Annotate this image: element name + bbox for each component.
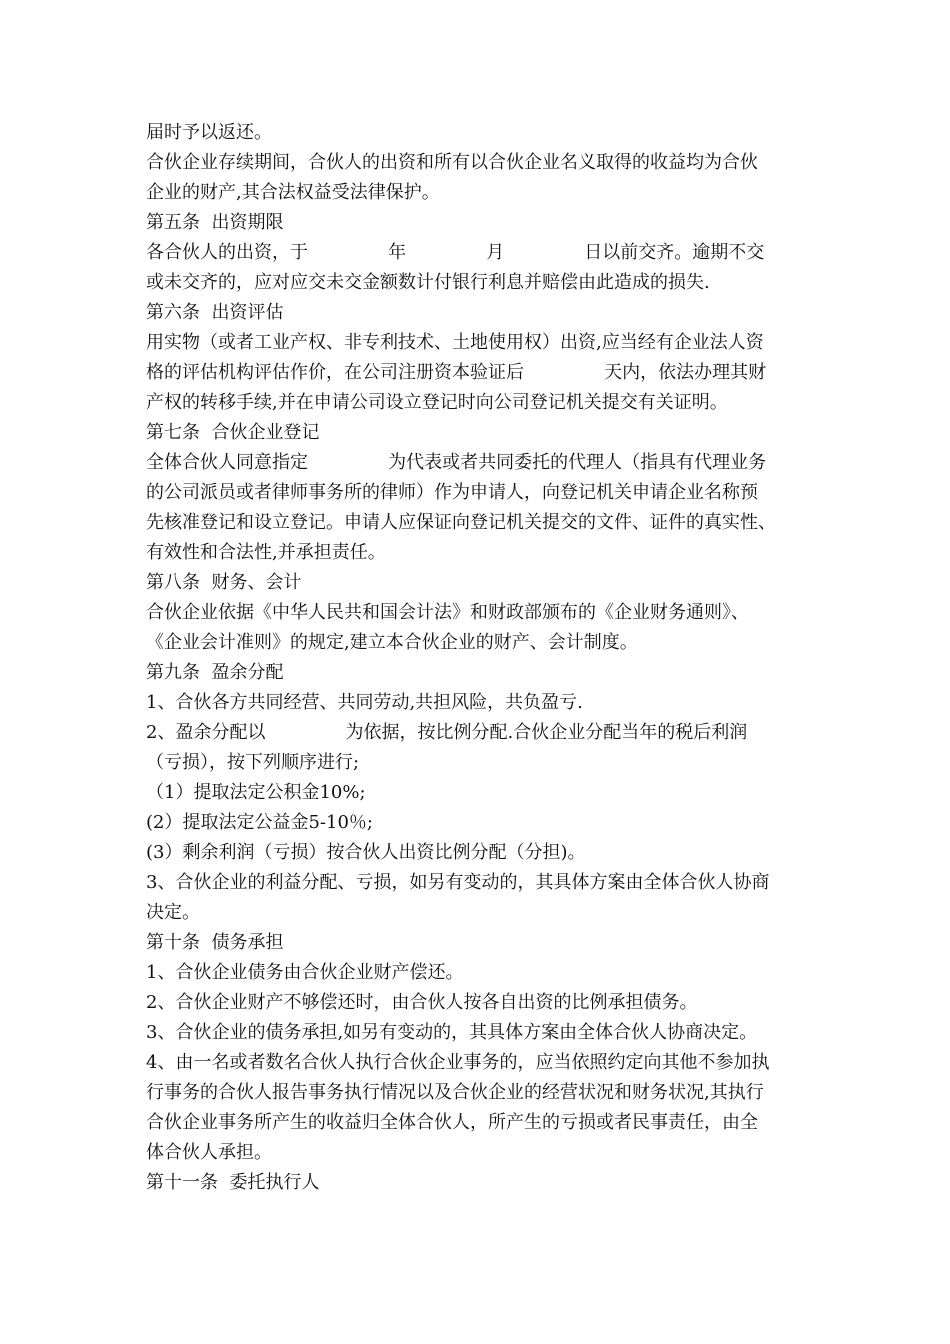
section-heading: 第九条 盈余分配 bbox=[146, 662, 284, 683]
text-line: （亏损），按下列顺序进行; bbox=[146, 752, 360, 773]
text-line: 体合伙人承担。 bbox=[146, 1142, 272, 1163]
section-heading: 第十条 债务承担 bbox=[146, 932, 284, 953]
text-line: 1、合伙各方共同经营、共同劳动,共担风险，共负盈亏. bbox=[146, 692, 583, 713]
text-line: 各合伙人的出资，于 年 月 日以前交齐。逾期不交 bbox=[146, 242, 765, 263]
text-line: 4、由一名或者数名合伙人执行合伙企业事务的，应当依照约定向其他不参加执 bbox=[146, 1052, 770, 1073]
section-heading: 第六条 出资评估 bbox=[146, 302, 284, 323]
text-line: 用实物（或者工业产权、非专利技术、土地使用权）出资,应当经有企业法人资 bbox=[146, 332, 764, 353]
text-line: 合伙企业事务所产生的收益归全体合伙人，所产生的亏损或者民事责任，由全 bbox=[146, 1112, 758, 1133]
section-heading: 第五条 出资期限 bbox=[146, 212, 284, 233]
text-line: 的公司派员或者律师事务所的律师）作为申请人，向登记机关申请企业名称预 bbox=[146, 482, 758, 503]
text-line: 《企业会计准则》的规定,建立本合伙企业的财产、会计制度。 bbox=[146, 632, 638, 653]
text-line: 3、合伙企业的债务承担,如另有变动的，其具体方案由全体合伙人协商决定。 bbox=[146, 1022, 758, 1043]
text-line: 或未交齐的，应对应交未交金额数计付银行利息并赔偿由此造成的损失. bbox=[146, 272, 710, 293]
text-line: (2）提取法定公益金5-10％; bbox=[146, 812, 373, 833]
text-line: 合伙企业依据《中华人民共和国会计法》和财政部颁布的《企业财务通则》、 bbox=[146, 602, 749, 623]
text-line: 3、合伙企业的利益分配、亏损，如另有变动的，其具体方案由全体合伙人协商 bbox=[146, 872, 770, 893]
section-heading: 第八条 财务、会计 bbox=[146, 572, 302, 593]
document-body bbox=[146, 118, 816, 1198]
text-line: 行事务的合伙人报告事务执行情况以及合伙企业的经营状况和财务状况,其执行 bbox=[146, 1082, 764, 1103]
text-line: 合伙企业存续期间，合伙人的出资和所有以合伙企业名义取得的收益均为合伙 bbox=[146, 152, 758, 173]
text-line: 产权的转移手续,并在申请公司设立登记时向公司登记机关提交有关证明。 bbox=[146, 392, 728, 413]
text-line: 全体合伙人同意指定 为代表或者共同委托的代理人（指具有代理业务 bbox=[146, 452, 767, 473]
text-line: （1）提取法定公积金10%; bbox=[146, 782, 366, 803]
text-line: 1、合伙企业债务由合伙企业财产偿还。 bbox=[146, 962, 464, 983]
text-line: 有效性和合法性,并承担责任。 bbox=[146, 542, 386, 563]
text-line: 格的评估机构评估作价，在公司注册资本验证后 天内，依法办理其财 bbox=[146, 362, 767, 383]
text-line: 届时予以返还。 bbox=[146, 122, 272, 143]
section-heading: 第七条 合伙企业登记 bbox=[146, 422, 320, 443]
text-line: 先核准登记和设立登记。申请人应保证向登记机关提交的文件、证件的真实性、 bbox=[146, 512, 776, 533]
text-line: 企业的财产,其合法权益受法律保护。 bbox=[146, 182, 440, 203]
text-line: (3）剩余利润（亏损）按合伙人出资比例分配（分担)。 bbox=[146, 842, 586, 863]
text-line: 2、合伙企业财产不够偿还时，由合伙人按各自出资的比例承担债务。 bbox=[146, 992, 698, 1013]
text-line: 2、盈余分配以 为依据，按比例分配.合伙企业分配当年的税后利润 bbox=[146, 722, 748, 743]
text-line: 决定。 bbox=[146, 902, 200, 923]
section-heading: 第十一条 委托执行人 bbox=[146, 1172, 320, 1193]
